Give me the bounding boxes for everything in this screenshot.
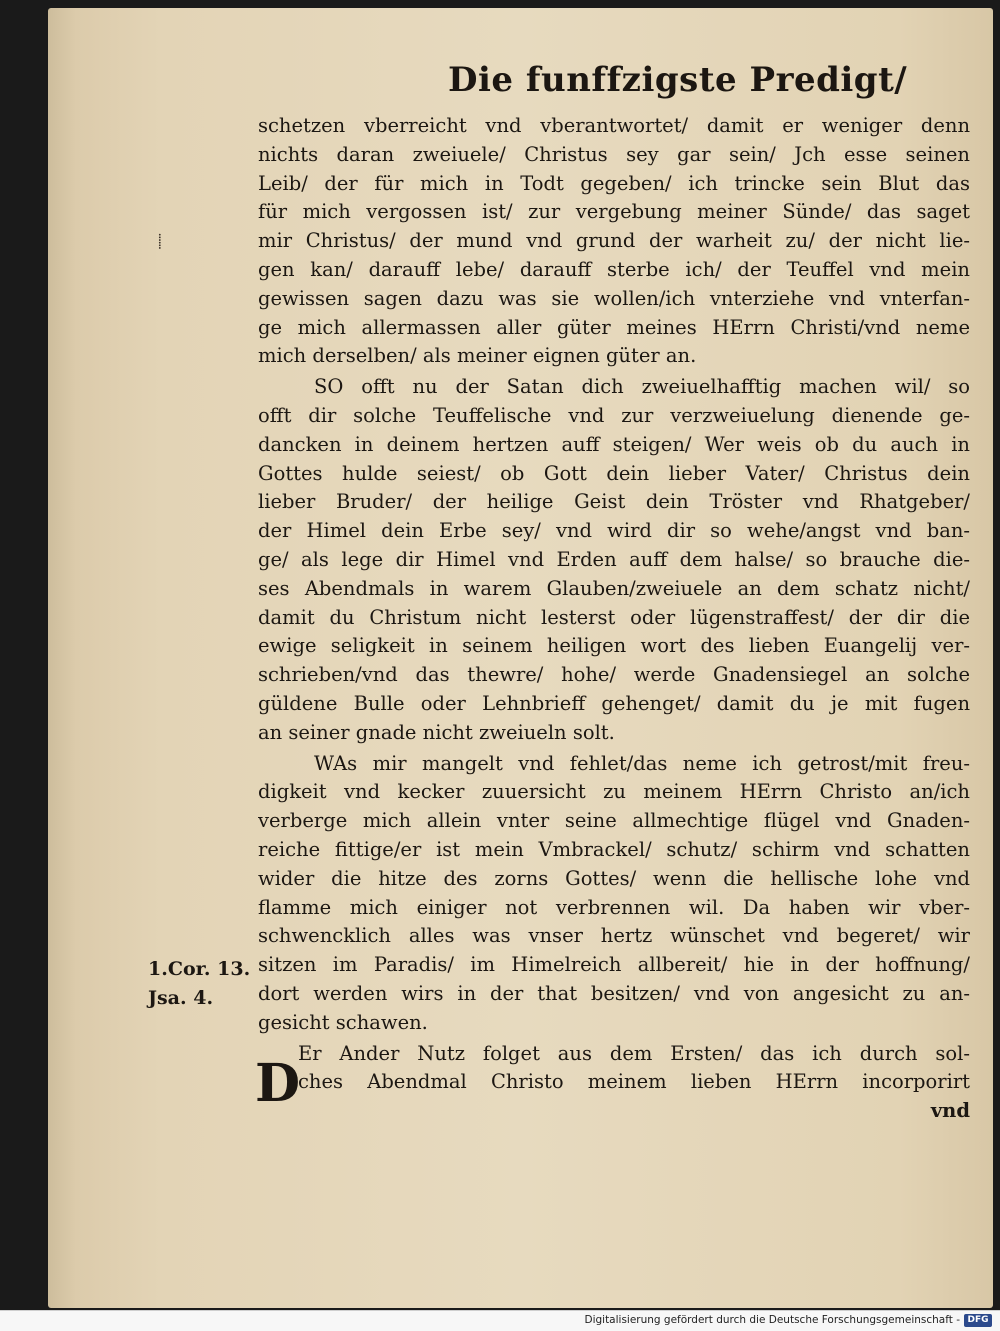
footer-credit: Digitalisierung gefördert durch die Deutsche Forschungsgemeinschaft - [584,1314,960,1326]
text-line: mir Christus/ der mund vnd grund der warheit zu/ der nicht lie- [258,229,970,253]
margin-note-reference: 1.Cor. 13. [148,958,251,980]
text-line: reiche fittige/er ist mein Vmbrackel/ schutz/ schirm vnd schatten [258,837,970,861]
text-line: digkeit vnd kecker zuuersicht zu meinem HErrn Christo an/ich [258,780,970,804]
text-line: WAs mir mangelt vnd fehlet/das neme ich getrost/mit freu- [314,751,970,775]
paragraph [258,1040,970,1126]
text-line: ses Abendmals in warem Glauben/zweiuele an dem schatz nicht/ [258,576,970,600]
margin-notes [148,955,258,1013]
text-line: gewissen sagen dazu was sie wollen/ich vnterziehe vnd vnterfan- [258,286,970,310]
margin-mark: ⸽ [158,234,162,250]
text-line: für mich vergossen ist/ zur vergebung meiner Sünde/ das saget [258,200,970,224]
drop-cap-initial: D [255,1053,301,1114]
text-line: dort werden wirs in der that besitzen/ vnd von angesicht zu an- [258,981,970,1005]
text-line: SO offt nu der Satan dich zweiuelhafftig machen wil/ so [314,375,970,399]
text-line: Er Ander Nutz folget aus dem Ersten/ das ich durch sol- [298,1041,970,1065]
text-line: ge/ als lege dir Himel vnd Erden auff dem halse/ so brauche die- [258,547,970,571]
text-line: schrieben/vnd das thewre/ hohe/ werde Gnadensiegel an solche [258,663,970,687]
body-text [258,112,970,1126]
paragraph [258,750,970,1038]
catchword: vnd [930,1099,970,1123]
paragraph [258,373,970,747]
page-title: Die funffzigste Predigt/ [448,60,908,100]
text-line: Leib/ der für mich in Todt gegeben/ ich trincke sein Blut das [258,171,970,195]
paragraph [258,112,970,371]
text-line: güldene Bulle oder Lehnbrieff gehenget/ damit du je mit fugen [258,691,970,715]
text-line: flamme mich einiger not verbrennen wil. Da haben wir vber- [258,895,970,919]
text-line: offt dir solche Teuffelische vnd zur verzweiuelung dienende ge- [258,403,970,427]
text-line: gen kan/ darauff lebe/ darauff sterbe ich/ der Teuffel vnd mein [258,257,970,281]
dfg-logo: DFG [964,1314,992,1327]
text-line: mich derselben/ als meiner eignen güter an. [258,344,697,368]
text-line: sitzen im Paradis/ im Himelreich allbereit/ hie in der hoffnung/ [258,953,970,977]
text-line: Gottes hulde seiest/ ob Gott dein lieber Vater/ Christus dein [258,461,970,485]
text-line: lieber Bruder/ der heilige Geist dein Tröster vnd Rhatgeber/ [258,490,970,514]
margin-note-reference: Jsa. 4. [148,986,214,1009]
footer-bar [0,1310,1000,1331]
text-line: wider die hitze des zorns Gottes/ wenn die hellische lohe vnd [258,866,970,890]
text-line: schetzen vberreicht vnd vberantwortet/ damit er weniger denn [258,114,970,137]
text-line: verberge mich allein vnter seine allmechtige flügel vnd Gnaden- [258,809,970,833]
text-line: damit du Christum nicht lesterst oder lügenstraffest/ der dir die [258,605,970,629]
text-line: an seiner gnade nicht zweiueln solt. [258,720,615,744]
text-line: gesicht schawen. [258,1010,428,1034]
text-line: schwencklich alles was vnser hertz wünschet vnd begeret/ wir [258,924,970,948]
text-line: ge mich allermassen aller güter meines HErrn Christi/vnd neme [258,315,970,339]
text-line: ewige seligkeit in seinem heiligen wort des lieben Euangelij ver- [258,634,970,658]
text-line: nichts daran zweiuele/ Christus sey gar sein/ Jch esse seinen [258,142,970,166]
text-line: ches Abendmal Christo meinem lieben HErrn incorporirt [298,1070,970,1094]
text-line: dancken in deinem hertzen auff steigen/ Wer weis ob du auch in [258,432,970,456]
text-line: der Himel dein Erbe sey/ vnd wird dir so wehe/angst vnd ban- [258,519,970,543]
